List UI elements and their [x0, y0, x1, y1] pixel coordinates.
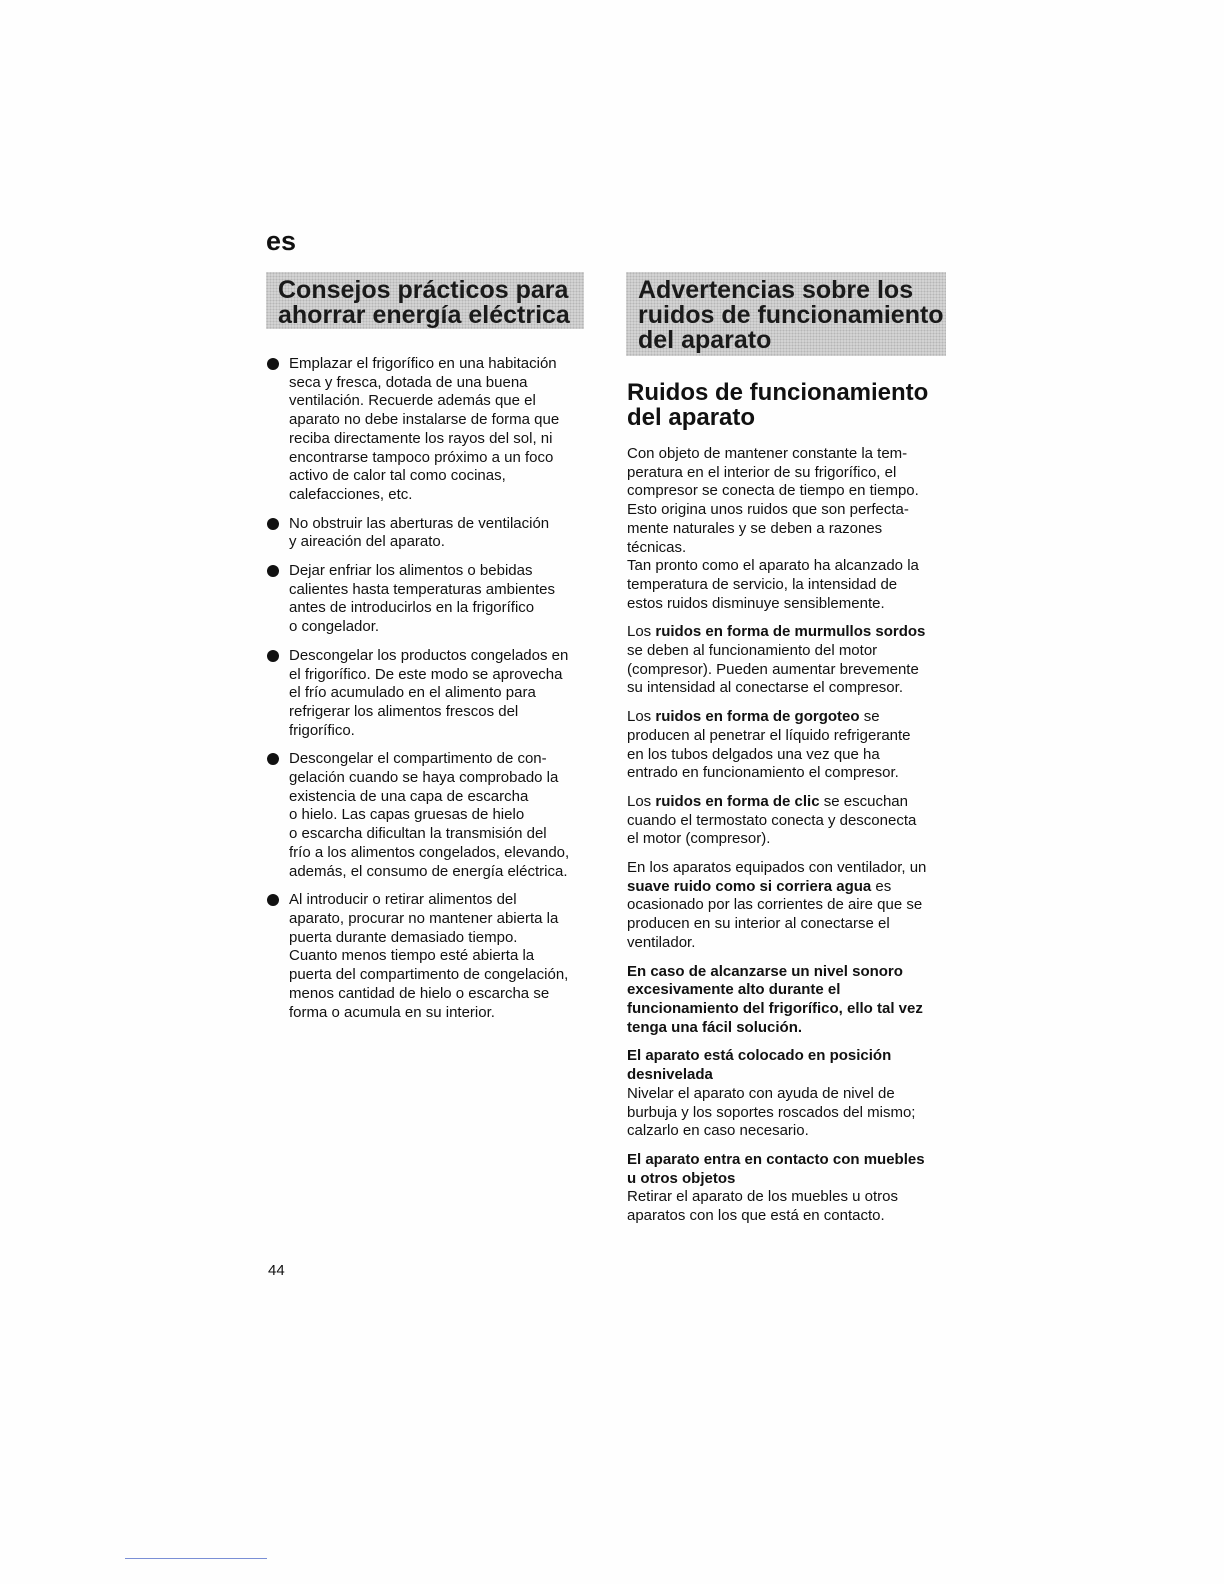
noise-type-term: ruidos en forma de gorgoteo [655, 708, 860, 726]
text-line: Esto origina unos ruidos que son perfecta- [627, 501, 909, 519]
subheading-line: El aparato está colocado en posición [627, 1047, 892, 1065]
text-prefix: Los [627, 792, 656, 810]
text-line: estos ruidos disminuye sensiblemente. [627, 594, 885, 612]
text-line: En caso de alcanzarse un nivel sonoro [627, 962, 903, 980]
bullet-icon [267, 565, 279, 577]
text-line: calientes hasta temperaturas ambientes [289, 580, 555, 598]
footer-rule [125, 1558, 267, 1559]
text-line: excesivamente alto durante el [627, 981, 841, 999]
text-line: Retirar el aparato de los muebles u otros [627, 1188, 898, 1206]
text-line: seca y fresca, dotada de una buena [289, 373, 528, 391]
energy-tips-list [266, 355, 586, 1022]
text-line: Al introducir o retirar alimentos del [289, 891, 517, 909]
bullet-icon [267, 753, 279, 765]
text-line: Descongelar el compartimento de con- [289, 750, 547, 768]
text-line: existencia de una capa de escarcha [289, 787, 529, 805]
noise-column [627, 380, 945, 1236]
text-line: funcionamiento del frigorífico, ello tal vez [627, 999, 923, 1017]
text-line: (compresor). Pueden aumentar brevemente [627, 660, 919, 678]
text-line: entrado en funcionamiento el compresor. [627, 764, 899, 782]
text-line: puerta del compartimento de congelación, [289, 966, 569, 984]
text-line: además, el consumo de energía eléctrica. [289, 862, 568, 880]
text-line: tenga una fácil solución. [627, 1018, 803, 1036]
text-line [627, 878, 945, 897]
text-line: o hielo. Las capas gruesas de hielo [289, 806, 525, 824]
text-suffix: se [859, 708, 880, 726]
text-line: Cuanto menos tiempo esté abierta la [289, 947, 535, 965]
gurgle-noise-paragraph [627, 708, 945, 783]
banner-line: ahorrar energía eléctrica [278, 301, 570, 329]
uneven-position-block [627, 1047, 945, 1141]
text-line: Descongelar los productos congelados en [289, 646, 569, 664]
subheading-line: desnivelada [627, 1066, 713, 1084]
fan-noise-paragraph [627, 859, 945, 953]
text-line [627, 793, 945, 812]
text-line: o congelador. [289, 618, 380, 636]
text-line [627, 623, 945, 642]
noise-type-term: ruidos en forma de clic [655, 792, 820, 810]
text-line: en los tubos delgados una vez que ha [627, 745, 880, 763]
tip-item [266, 750, 586, 881]
solution-note [627, 963, 945, 1038]
text-line: temperatura de servicio, la intensidad de [627, 575, 898, 593]
bullet-icon [267, 518, 279, 530]
text-line: se deben al funcionamiento del motor [627, 642, 878, 660]
text-line: antes de introducirlos en la frigorífico [289, 599, 535, 617]
text-line: producen en su interior al conectarse el [627, 915, 890, 933]
furniture-contact-block [627, 1151, 945, 1226]
tip-item [266, 891, 586, 1022]
text-line: aparato, procurar no mantener abierta la [289, 909, 559, 927]
energy-tips-column [266, 355, 586, 1032]
click-noise-paragraph [627, 793, 945, 849]
tip-item [266, 562, 586, 637]
tip-item [266, 647, 586, 741]
intro-paragraph [627, 445, 945, 613]
text-line: mente naturales y se deben a razones [627, 519, 883, 537]
text-line: Dejar enfriar los alimentos o bebidas [289, 562, 533, 580]
language-code: es [266, 226, 297, 256]
text-line: puerta durante demasiado tiempo. [289, 928, 518, 946]
text-line: reciba directamente los rayos del sol, ni [289, 429, 553, 447]
subheading-line: u otros objetos [627, 1169, 736, 1187]
text-line: forma o acumula en su interior. [289, 1003, 495, 1021]
tip-item [266, 515, 586, 552]
text-line: Nivelar el aparato con ayuda de nivel de [627, 1084, 895, 1102]
energy-tips-banner [266, 272, 584, 329]
text-line: activo de calor tal como cocinas, [289, 467, 506, 485]
text-line: burbuja y los soportes roscados del mismo; [627, 1103, 916, 1121]
page-number: 44 [268, 1262, 285, 1279]
noise-type-term: ruidos en forma de murmullos sordos [655, 623, 926, 641]
text-line: producen al penetrar el líquido refrigerante [627, 726, 911, 744]
text-line: compresor se conecta de tiempo en tiempo. [627, 482, 919, 500]
bullet-icon [267, 650, 279, 662]
text-line: aparatos con los que está en contacto. [627, 1207, 885, 1225]
text-line: No obstruir las aberturas de ventilación [289, 514, 550, 532]
text-prefix: Los [627, 708, 656, 726]
text-line: o escarcha dificultan la transmisión del [289, 825, 547, 843]
bullet-icon [267, 358, 279, 370]
text-line: el frigorífico. De este modo se aprovecha [289, 665, 563, 683]
text-line: técnicas. [627, 538, 687, 556]
subheading-line: El aparato entra en contacto con muebles [627, 1150, 925, 1168]
text-line: ventilación. Recuerde además que el [289, 392, 536, 410]
banner-line: Consejos prácticos para [278, 276, 569, 304]
text-prefix: Los [627, 623, 656, 641]
tip-item [266, 355, 586, 505]
text-line: frigorífico. [289, 721, 355, 739]
text-line: ocasionado por las corrientes de aire que se [627, 896, 923, 914]
murmur-noise-paragraph [627, 623, 945, 698]
text-line: ventilador. [627, 933, 696, 951]
text-line: calefacciones, etc. [289, 485, 413, 503]
banner-line: del aparato [638, 326, 772, 354]
text-line: frío a los alimentos congelados, elevando, [289, 843, 570, 861]
text-line: refrigerar los alimentos frescos del [289, 702, 519, 720]
text-line: peratura en el interior de su frigorífico, el [627, 463, 897, 481]
banner-line: Advertencias sobre los [638, 276, 914, 304]
text-line: Con objeto de mantener constante la tem- [627, 445, 908, 462]
text-line: Emplazar el frigorífico en una habitación [289, 355, 557, 372]
text-line: menos cantidad de hielo o escarcha se [289, 984, 550, 1002]
section-title [627, 380, 945, 430]
text-line: Tan pronto como el aparato ha alcanzado la [627, 557, 919, 575]
text-line: cuando el termostato conecta y desconecta [627, 811, 917, 829]
banner-line: ruidos de funcionamiento [638, 301, 944, 329]
text-line: aparato no debe instalarse de forma que [289, 411, 560, 429]
text-line: calzarlo en caso necesario. [627, 1122, 809, 1140]
text-line: En los aparatos equipados con ventilador, un [627, 859, 927, 877]
text-line [627, 708, 945, 727]
text-line: encontrarse tampoco próximo a un foco [289, 448, 554, 466]
text-suffix: se escuchan [819, 792, 908, 810]
text-line: su intensidad al conectarse el compresor. [627, 679, 903, 697]
text-line: el motor (compresor). [627, 830, 771, 848]
title-line: del aparato [627, 404, 756, 431]
bullet-icon [267, 894, 279, 906]
text-line: y aireación del aparato. [289, 533, 445, 551]
text-line: el frío acumulado en el alimento para [289, 684, 536, 702]
noise-warnings-banner [626, 272, 946, 356]
title-line: Ruidos de funcionamiento [627, 379, 929, 406]
noise-type-term: suave ruido como si corriera agua [627, 877, 872, 895]
text-suffix: es [871, 877, 892, 895]
text-line: gelación cuando se haya comprobado la [289, 769, 559, 787]
